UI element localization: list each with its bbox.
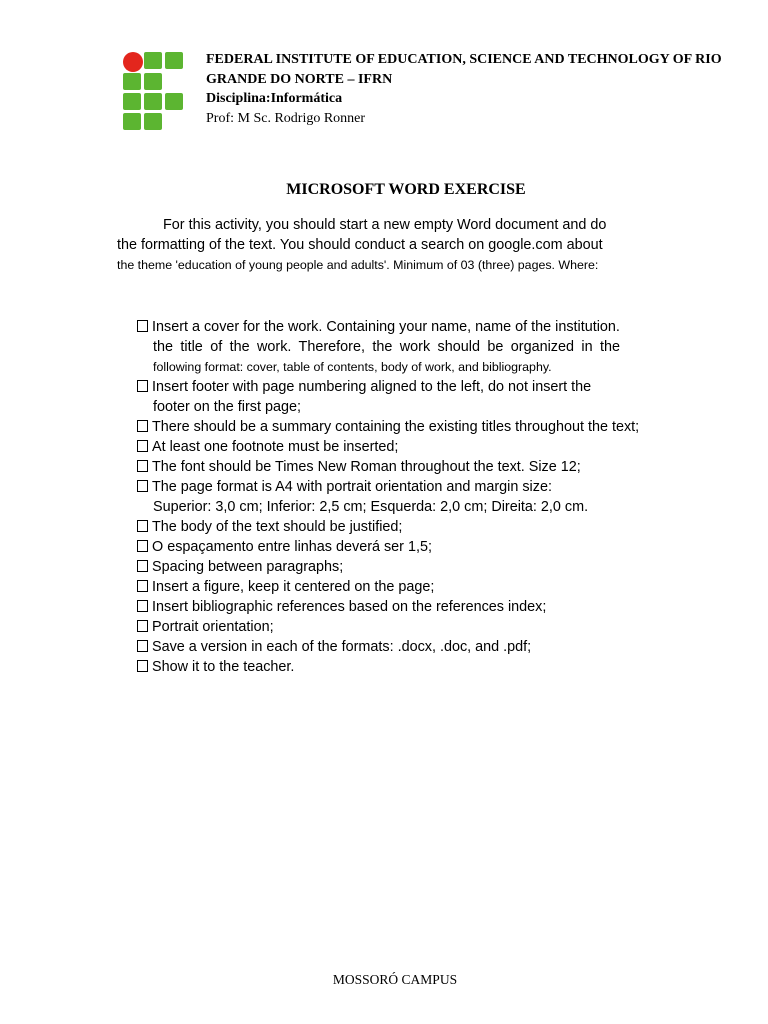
checkbox-icon [137,560,148,572]
intro-line-2: the formatting of the text. You should conduct a search on google.com about [117,237,603,253]
discipline: Disciplina:Informática [206,91,343,106]
list-item: Insert a figure, keep it centered on the page; [137,577,677,597]
checkbox-icon [137,640,148,652]
list-item: Show it to the teacher. [137,657,677,677]
checkbox-icon [137,380,148,392]
list-item: Spacing between paragraphs; [137,557,677,577]
list-item-continuation: footer on the first page; [153,399,301,415]
institution-header [206,50,722,128]
list-item-continuation: following format: cover, table of contents, body of work, and bibliography. [153,360,552,374]
checkbox-icon [137,520,148,532]
checkbox-icon [137,540,148,552]
list-item-continuation: Superior: 3,0 cm; Inferior: 2,5 cm; Esquerda: 2,0 cm; Direita: 2,0 cm. [153,499,589,515]
professor: Prof: M Sc. Rodrigo Ronner [206,110,366,126]
ifrn-logo [123,52,187,132]
intro-paragraph [117,215,657,275]
checkbox-icon [137,320,148,332]
requirements-list [137,317,677,677]
checkbox-icon [137,620,148,632]
intro-line-1: For this activity, you should start a new empty Word document and do [163,217,607,233]
checkbox-icon [137,460,148,472]
list-item: Insert footer with page numbering aligned to the left, do not insert the [137,377,677,397]
list-item-continuation: the title of the work. Therefore, the work should be organized in the [153,339,620,355]
checkbox-icon [137,580,148,592]
list-item: Save a version in each of the formats: .docx, .doc, and .pdf; [137,637,677,657]
list-item: At least one footnote must be inserted; [137,437,677,457]
list-item: Insert bibliographic references based on the references index; [137,597,677,617]
checkbox-icon [137,480,148,492]
list-item: Portrait orientation; [137,617,677,637]
institution-name-line1: FEDERAL INSTITUTE OF EDUCATION, SCIENCE AND TECHNOLOGY OF RIO [206,52,722,67]
list-item: O espaçamento entre linhas deverá ser 1,5; [137,537,677,557]
list-item: The body of the text should be justified; [137,517,677,537]
page-title: MICROSOFT WORD EXERCISE [286,181,526,198]
checkbox-icon [137,660,148,672]
checkbox-icon [137,600,148,612]
list-item: Insert a cover for the work. Containing your name, name of the institution. [137,317,677,337]
list-item: There should be a summary containing the existing titles throughout the text; [137,417,677,437]
list-item: The page format is A4 with portrait orientation and margin size: [137,477,677,497]
campus-footer: MOSSORÓ CAMPUS [332,972,458,987]
checkbox-icon [137,440,148,452]
intro-line-3: the theme 'education of young people and adults'. Minimum of 03 (three) pages. Where: [117,258,599,272]
list-item: The font should be Times New Roman throughout the text. Size 12; [137,457,677,477]
institution-name-line2: GRANDE DO NORTE – IFRN [206,71,393,87]
checkbox-icon [137,420,148,432]
